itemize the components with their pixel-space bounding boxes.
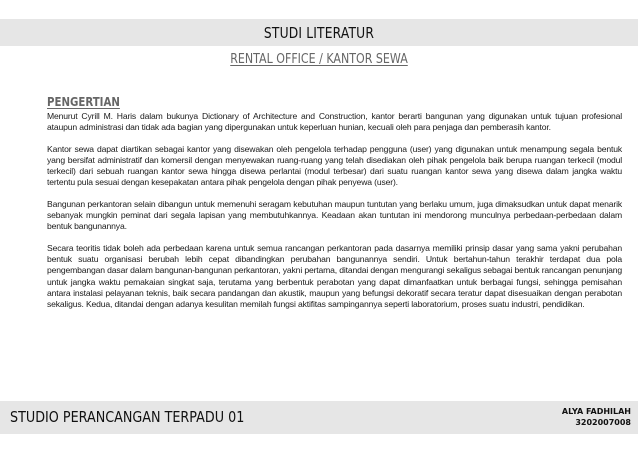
section-heading: PENGERTIAN (47, 95, 120, 109)
page-title: STUDI LITERATUR (263, 24, 375, 42)
paragraph-rental-office: Kantor sewa dapat diartikan sebagai kantor yang disewakan oleh pengelola terhadap pengguna (user) yang digunakan untuk menampung segala bentuk yang bersifat administratif dan komersil dengan menyewakan ruang-ruang yang telah disediakan oleh pihak pengelola baik berupa ruangan terkecil (modul terkecil) dari sebuah ruangan kantor sewa hingga disewa perlantai (modul terbesar) dari suatu ruangan kantor sewa yang disewa dalam jangka waktu tertentu pula sesuai dengan kesepakatan antara pihak pengelola dengan pihak penyewa (user). (47, 143, 622, 188)
studio-title: STUDIO PERANCANGAN TERPADU 01 (10, 408, 245, 426)
paragraph-building: Bangunan perkantoran selain dibangun untuk memenuhi seragam kebutuhan maupun tuntutan yang berlaku umum, juga dimaksudkan untuk dapat menarik sebanyak mungkin peminat dari segala lapisan yang membutuhkannya. Keadaan akan tuntutan ini mendorong munculnya perbedaan-perbedaan dalam bentuk bangunannya. (47, 198, 622, 232)
main-content (47, 93, 622, 320)
student-id: 3202007008 (575, 418, 631, 427)
paragraph-theory: Secara teoritis tidak boleh ada perbedaan karena untuk semua rancangan perkantoran pada dasarnya memiliki prinsip dasar yang sama yakni perubahan bentuk suatu organisasi berubah lebih cepat dibandingkan perubahan bangunannya sendiri. Untuk bertahun-tahun terakhir terdapat dua pola pengembangan dasar dalam bangunan-bangunan perkantoran, yakni pertama, ditandai dengan mengurangi sekaligus sebagai bentuk rancangan penunjang untuk jangka waktu pemakaian singkat saja, terutama yang berbentuk perabotan yang dapat dimanfaatkan untuk berbagai fungsi, sehingga pemisahan antara instalasi pelayanan teknis, baik secara pandangan dan akustik, maupun yang befungsi dekoratif secara teratur dapat disesuaikan dengan perabotan sekaligus. Kedua, ditandai dengan adanya kesulitan memilah fungsi aktifitas sampingannya seperti laboratorium, proses suatu industri, pendidikan. (47, 242, 622, 310)
author-name: ALYA FADHILAH (561, 407, 631, 416)
page-subtitle: RENTAL OFFICE / KANTOR SEWA (230, 52, 408, 67)
paragraph-definition: Menurut Cyrill M. Haris dalam bukunya Dictionary of Architecture and Construction, kantor berarti bangunan yang digunakan untuk tujuan profesional ataupun administrasi dan tidak ada bagian yang dipergunakan untuk keperluan hunian, kecuali oleh para penjaga dan pemberasih kantor. (47, 111, 622, 133)
author-info (562, 406, 631, 428)
